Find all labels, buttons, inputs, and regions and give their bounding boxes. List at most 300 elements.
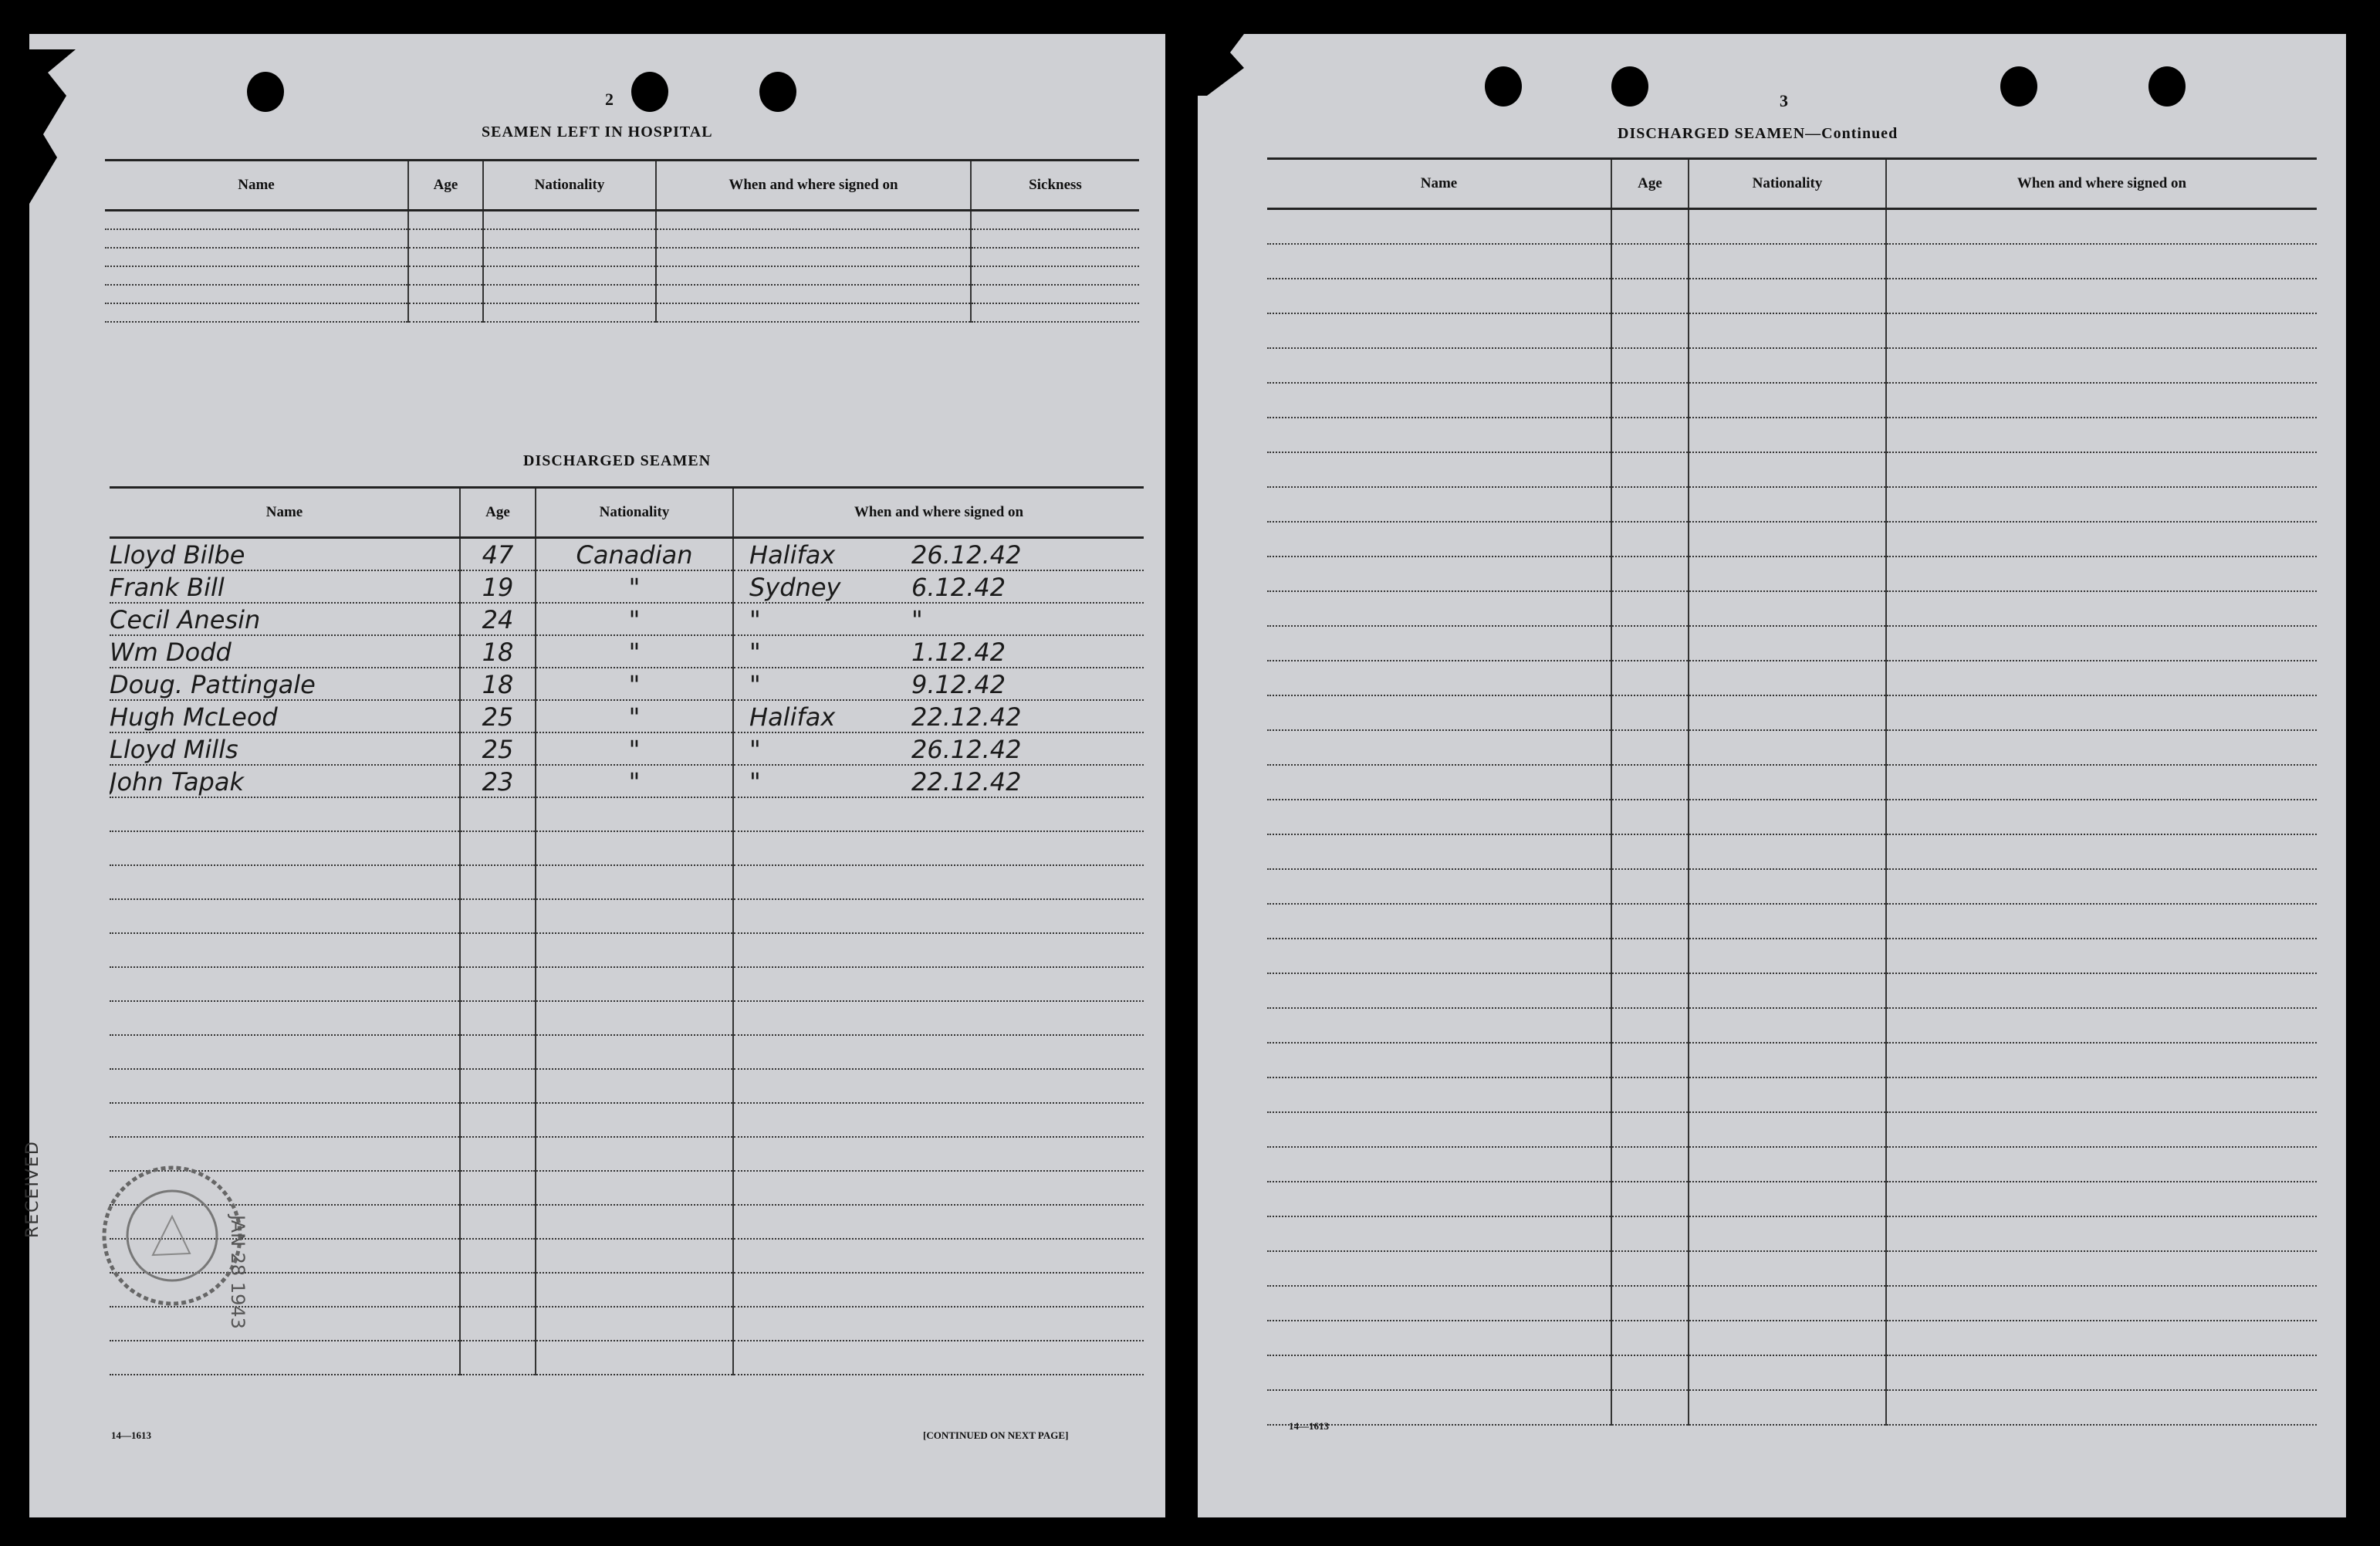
blank-row — [1267, 418, 2317, 452]
seaman-nationality: " — [536, 700, 733, 732]
blank-cell — [1611, 556, 1689, 591]
blank-cell — [105, 285, 408, 303]
blank-cell — [110, 1001, 460, 1035]
blank-cell — [105, 229, 408, 248]
blank-cell — [733, 899, 1144, 933]
blank-cell — [110, 831, 460, 865]
blank-cell — [733, 1239, 1144, 1273]
blank-row — [1267, 869, 2317, 904]
discharged-continued-title — [1618, 125, 1898, 143]
col-name: Name — [105, 161, 408, 211]
blank-cell — [460, 1103, 536, 1137]
blank-cell — [971, 303, 1139, 322]
blank-row — [1267, 626, 2317, 661]
blank-row — [1267, 765, 2317, 800]
table-row — [110, 603, 1144, 635]
blank-row — [1267, 1390, 2317, 1425]
blank-cell — [1611, 1355, 1689, 1390]
blank-cell — [656, 248, 971, 266]
blank-cell — [733, 933, 1144, 967]
blank-cell — [733, 967, 1144, 1001]
signed-on-date: 22.12.42 — [911, 702, 1022, 732]
blank-cell — [1886, 556, 2317, 591]
blank-row — [1267, 695, 2317, 730]
table-row — [110, 700, 1144, 732]
blank-cell — [1886, 591, 2317, 626]
blank-cell — [1886, 904, 2317, 939]
blank-cell — [460, 831, 536, 865]
hospital-table — [105, 159, 1139, 323]
blank-row — [1267, 556, 2317, 591]
blank-cell — [105, 211, 408, 230]
blank-cell — [1267, 522, 1611, 556]
right-page — [1198, 34, 2346, 1517]
blank-cell — [656, 266, 971, 285]
col-nationality: Nationality — [536, 488, 733, 538]
blank-cell — [1267, 765, 1611, 800]
blank-cell — [1611, 452, 1689, 487]
blank-cell — [536, 967, 733, 1001]
blank-cell — [1886, 1321, 2317, 1355]
blank-cell — [1611, 1321, 1689, 1355]
table-row — [110, 635, 1144, 668]
blank-cell — [483, 266, 656, 285]
blank-row — [105, 303, 1139, 322]
blank-cell — [1611, 973, 1689, 1008]
signed-on-place: " — [749, 605, 761, 634]
blank-cell — [408, 303, 483, 322]
blank-row — [1267, 1321, 2317, 1355]
signed-on-place: Sydney — [749, 573, 841, 602]
blank-cell — [1886, 1251, 2317, 1286]
blank-cell — [1886, 1043, 2317, 1077]
blank-cell — [733, 1137, 1144, 1171]
blank-cell — [105, 303, 408, 322]
discharged-table — [110, 486, 1144, 1375]
blank-cell — [460, 967, 536, 1001]
blank-row — [1267, 383, 2317, 418]
blank-row — [1267, 1216, 2317, 1251]
blank-cell — [408, 248, 483, 266]
blank-cell — [1689, 869, 1886, 904]
signed-on-place: " — [749, 767, 761, 797]
blank-cell — [1886, 279, 2317, 313]
col-age: Age — [1611, 159, 1689, 209]
blank-row — [1267, 452, 2317, 487]
signed-on-date: 9.12.42 — [911, 670, 1006, 699]
blank-cell — [1267, 1355, 1611, 1390]
blank-cell — [1611, 1182, 1689, 1216]
blank-row — [110, 1205, 1144, 1239]
blank-cell — [1886, 661, 2317, 695]
blank-cell — [1886, 244, 2317, 279]
col-name: Name — [110, 488, 460, 538]
blank-row — [1267, 661, 2317, 695]
blank-cell — [1611, 1251, 1689, 1286]
seaman-name: Frank Bill — [110, 570, 460, 603]
signed-on-place: " — [749, 670, 761, 699]
blank-cell — [110, 967, 460, 1001]
blank-cell — [1689, 452, 1886, 487]
blank-cell — [1886, 1112, 2317, 1147]
blank-cell — [1689, 1216, 1886, 1251]
seaman-age: 19 — [460, 570, 536, 603]
blank-row — [110, 1001, 1144, 1035]
punch-hole — [247, 72, 284, 112]
blank-row — [1267, 279, 2317, 313]
table-row — [110, 668, 1144, 700]
title-suffix: —Continued — [1805, 125, 1898, 142]
blank-cell — [1267, 939, 1611, 973]
blank-cell — [733, 797, 1144, 831]
blank-cell — [536, 899, 733, 933]
blank-cell — [1689, 1008, 1886, 1043]
blank-cell — [1611, 591, 1689, 626]
blank-row — [110, 899, 1144, 933]
blank-cell — [1267, 661, 1611, 695]
blank-cell — [460, 1137, 536, 1171]
signed-on-cell — [733, 668, 1144, 700]
blank-row — [110, 1239, 1144, 1273]
blank-row — [1267, 1355, 2317, 1390]
blank-cell — [1267, 730, 1611, 765]
blank-cell — [110, 1307, 460, 1341]
blank-cell — [971, 285, 1139, 303]
punch-hole — [631, 72, 668, 112]
blank-cell — [536, 1341, 733, 1375]
blank-row — [1267, 522, 2317, 556]
blank-cell — [656, 285, 971, 303]
blank-cell — [1611, 1147, 1689, 1182]
blank-row — [1267, 730, 2317, 765]
blank-cell — [1886, 1147, 2317, 1182]
blank-cell — [1886, 1008, 2317, 1043]
discharged-section-title: DISCHARGED SEAMEN — [523, 452, 712, 469]
blank-cell — [1267, 591, 1611, 626]
torn-corner — [1198, 34, 1244, 96]
seaman-age: 23 — [460, 765, 536, 797]
blank-row — [110, 1307, 1144, 1341]
blank-cell — [483, 303, 656, 322]
blank-cell — [460, 1341, 536, 1375]
blank-cell — [733, 1035, 1144, 1069]
blank-row — [110, 1341, 1144, 1375]
blank-cell — [536, 1137, 733, 1171]
blank-cell — [1611, 834, 1689, 869]
blank-cell — [1611, 1286, 1689, 1321]
seaman-age: 25 — [460, 732, 536, 765]
col-age: Age — [408, 161, 483, 211]
blank-cell — [536, 797, 733, 831]
blank-cell — [1611, 939, 1689, 973]
blank-cell — [536, 831, 733, 865]
blank-cell — [1267, 800, 1611, 834]
blank-cell — [1689, 418, 1886, 452]
seaman-name: Hugh McLeod — [110, 700, 460, 732]
blank-cell — [971, 266, 1139, 285]
blank-row — [110, 1273, 1144, 1307]
blank-cell — [1267, 1008, 1611, 1043]
blank-cell — [1267, 973, 1611, 1008]
col-sickness: Sickness — [971, 161, 1139, 211]
blank-cell — [1886, 1077, 2317, 1112]
blank-cell — [1689, 1251, 1886, 1286]
blank-row — [1267, 834, 2317, 869]
blank-cell — [1611, 661, 1689, 695]
col-nationality: Nationality — [483, 161, 656, 211]
blank-cell — [460, 933, 536, 967]
blank-row — [105, 248, 1139, 266]
punch-hole — [1485, 66, 1522, 107]
punch-hole — [1611, 66, 1648, 107]
blank-cell — [460, 1171, 536, 1205]
signed-on-place: Halifax — [749, 702, 836, 732]
blank-cell — [1267, 313, 1611, 348]
blank-cell — [1267, 418, 1611, 452]
blank-cell — [1611, 869, 1689, 904]
blank-cell — [1689, 695, 1886, 730]
blank-cell — [733, 865, 1144, 899]
blank-row — [110, 933, 1144, 967]
blank-row — [105, 229, 1139, 248]
blank-cell — [1611, 904, 1689, 939]
blank-cell — [1689, 661, 1886, 695]
blank-cell — [1689, 1286, 1886, 1321]
blank-cell — [1689, 1321, 1886, 1355]
page-number: 3 — [1780, 91, 1788, 110]
blank-row — [1267, 591, 2317, 626]
blank-row — [105, 211, 1139, 230]
blank-cell — [460, 899, 536, 933]
signed-on-place: Halifax — [749, 540, 836, 570]
signed-on-cell — [733, 603, 1144, 635]
blank-cell — [460, 1035, 536, 1069]
signed-on-place: " — [749, 638, 761, 667]
blank-cell — [1267, 383, 1611, 418]
blank-row — [1267, 939, 2317, 973]
blank-cell — [536, 1103, 733, 1137]
blank-cell — [408, 285, 483, 303]
blank-cell — [1886, 626, 2317, 661]
blank-cell — [1611, 765, 1689, 800]
blank-cell — [1886, 1216, 2317, 1251]
blank-cell — [1689, 973, 1886, 1008]
blank-row — [110, 1137, 1144, 1171]
signed-on-cell — [733, 700, 1144, 732]
blank-cell — [1267, 1321, 1611, 1355]
blank-cell — [1689, 626, 1886, 661]
blank-cell — [1611, 1216, 1689, 1251]
table-row — [110, 538, 1144, 571]
seaman-age: 47 — [460, 538, 536, 571]
blank-cell — [1689, 1112, 1886, 1147]
blank-cell — [1689, 383, 1886, 418]
blank-row — [1267, 313, 2317, 348]
blank-cell — [408, 229, 483, 248]
col-when-where: When and where signed on — [1886, 159, 2317, 209]
table-row — [110, 732, 1144, 765]
blank-cell — [536, 865, 733, 899]
blank-row — [1267, 244, 2317, 279]
blank-cell — [1611, 1112, 1689, 1147]
blank-cell — [733, 1341, 1144, 1375]
table-row — [110, 765, 1144, 797]
seaman-nationality: " — [536, 603, 733, 635]
punch-hole — [759, 72, 796, 112]
blank-cell — [110, 865, 460, 899]
blank-cell — [1267, 348, 1611, 383]
seaman-nationality: " — [536, 635, 733, 668]
blank-cell — [1267, 834, 1611, 869]
signed-on-date: " — [911, 605, 923, 634]
blank-cell — [1267, 209, 1611, 245]
blank-row — [1267, 1043, 2317, 1077]
blank-cell — [1611, 383, 1689, 418]
blank-cell — [1689, 591, 1886, 626]
blank-cell — [971, 211, 1139, 230]
blank-cell — [110, 933, 460, 967]
blank-cell — [110, 1069, 460, 1103]
blank-cell — [1886, 869, 2317, 904]
blank-cell — [1886, 1355, 2317, 1390]
blank-cell — [536, 933, 733, 967]
blank-row — [110, 967, 1144, 1001]
blank-row — [1267, 973, 2317, 1008]
signed-on-date: 26.12.42 — [911, 735, 1022, 764]
blank-cell — [1267, 1112, 1611, 1147]
page-number: 2 — [605, 90, 614, 109]
blank-cell — [483, 229, 656, 248]
blank-cell — [460, 1273, 536, 1307]
blank-cell — [1886, 452, 2317, 487]
blank-cell — [1611, 1008, 1689, 1043]
col-age: Age — [460, 488, 536, 538]
blank-cell — [1611, 626, 1689, 661]
blank-cell — [105, 248, 408, 266]
seaman-nationality: Canadian — [536, 538, 733, 571]
blank-cell — [1886, 209, 2317, 245]
table-row — [110, 570, 1144, 603]
blank-cell — [536, 1307, 733, 1341]
received-stamp: RECEIVED — [23, 1140, 42, 1238]
seaman-name: John Tapak — [110, 765, 460, 797]
blank-row — [110, 865, 1144, 899]
blank-cell — [1267, 452, 1611, 487]
blank-cell — [1267, 904, 1611, 939]
blank-cell — [1886, 348, 2317, 383]
blank-cell — [536, 1069, 733, 1103]
blank-cell — [110, 899, 460, 933]
blank-row — [105, 285, 1139, 303]
blank-cell — [110, 1341, 460, 1375]
blank-cell — [1689, 1182, 1886, 1216]
blank-cell — [1689, 279, 1886, 313]
blank-cell — [1886, 834, 2317, 869]
blank-cell — [1886, 973, 2317, 1008]
blank-cell — [1611, 209, 1689, 245]
signed-on-cell — [733, 570, 1144, 603]
blank-row — [110, 831, 1144, 865]
blank-row — [1267, 1008, 2317, 1043]
blank-cell — [1886, 1182, 2317, 1216]
blank-cell — [110, 1035, 460, 1069]
blank-cell — [460, 1001, 536, 1035]
blank-cell — [1689, 209, 1886, 245]
blank-cell — [1267, 1216, 1611, 1251]
blank-cell — [656, 303, 971, 322]
blank-cell — [110, 1103, 460, 1137]
blank-cell — [408, 211, 483, 230]
blank-cell — [1689, 1147, 1886, 1182]
col-name: Name — [1267, 159, 1611, 209]
signed-on-date: 1.12.42 — [911, 638, 1006, 667]
blank-cell — [1886, 939, 2317, 973]
blank-row — [1267, 209, 2317, 245]
customs-seal-stamp — [99, 1162, 245, 1309]
blank-cell — [1611, 313, 1689, 348]
date-stamp: JAN 28 1943 — [227, 1215, 248, 1329]
blank-cell — [733, 831, 1144, 865]
blank-row — [1267, 1182, 2317, 1216]
col-when-where: When and where signed on — [733, 488, 1144, 538]
col-nationality: Nationality — [1689, 159, 1886, 209]
col-when-where: When and where signed on — [656, 161, 971, 211]
blank-cell — [483, 248, 656, 266]
blank-row — [110, 1035, 1144, 1069]
form-number: 14—1613 — [1289, 1420, 1329, 1432]
blank-cell — [1267, 244, 1611, 279]
blank-cell — [1267, 279, 1611, 313]
blank-cell — [1886, 522, 2317, 556]
signed-on-place: " — [749, 735, 761, 764]
blank-cell — [1611, 487, 1689, 522]
blank-cell — [1689, 487, 1886, 522]
blank-row — [1267, 1251, 2317, 1286]
blank-cell — [536, 1035, 733, 1069]
blank-cell — [1267, 1182, 1611, 1216]
blank-row — [110, 1069, 1144, 1103]
blank-cell — [460, 1239, 536, 1273]
blank-cell — [536, 1001, 733, 1035]
blank-cell — [1886, 313, 2317, 348]
blank-cell — [483, 285, 656, 303]
blank-row — [1267, 1286, 2317, 1321]
seaman-age: 24 — [460, 603, 536, 635]
blank-cell — [1886, 800, 2317, 834]
blank-cell — [1267, 695, 1611, 730]
signed-on-cell — [733, 732, 1144, 765]
signed-on-date: 22.12.42 — [911, 767, 1022, 797]
blank-cell — [483, 211, 656, 230]
blank-cell — [733, 1103, 1144, 1137]
left-page — [23, 34, 1165, 1517]
punch-hole — [2148, 66, 2186, 107]
blank-cell — [1689, 834, 1886, 869]
blank-cell — [656, 229, 971, 248]
blank-cell — [1689, 1043, 1886, 1077]
blank-cell — [536, 1205, 733, 1239]
blank-cell — [1267, 1286, 1611, 1321]
blank-cell — [460, 865, 536, 899]
blank-row — [110, 1103, 1144, 1137]
blank-cell — [408, 266, 483, 285]
blank-cell — [1611, 279, 1689, 313]
blank-cell — [733, 1171, 1144, 1205]
blank-row — [1267, 800, 2317, 834]
blank-row — [1267, 904, 2317, 939]
blank-cell — [1267, 869, 1611, 904]
blank-row — [105, 266, 1139, 285]
